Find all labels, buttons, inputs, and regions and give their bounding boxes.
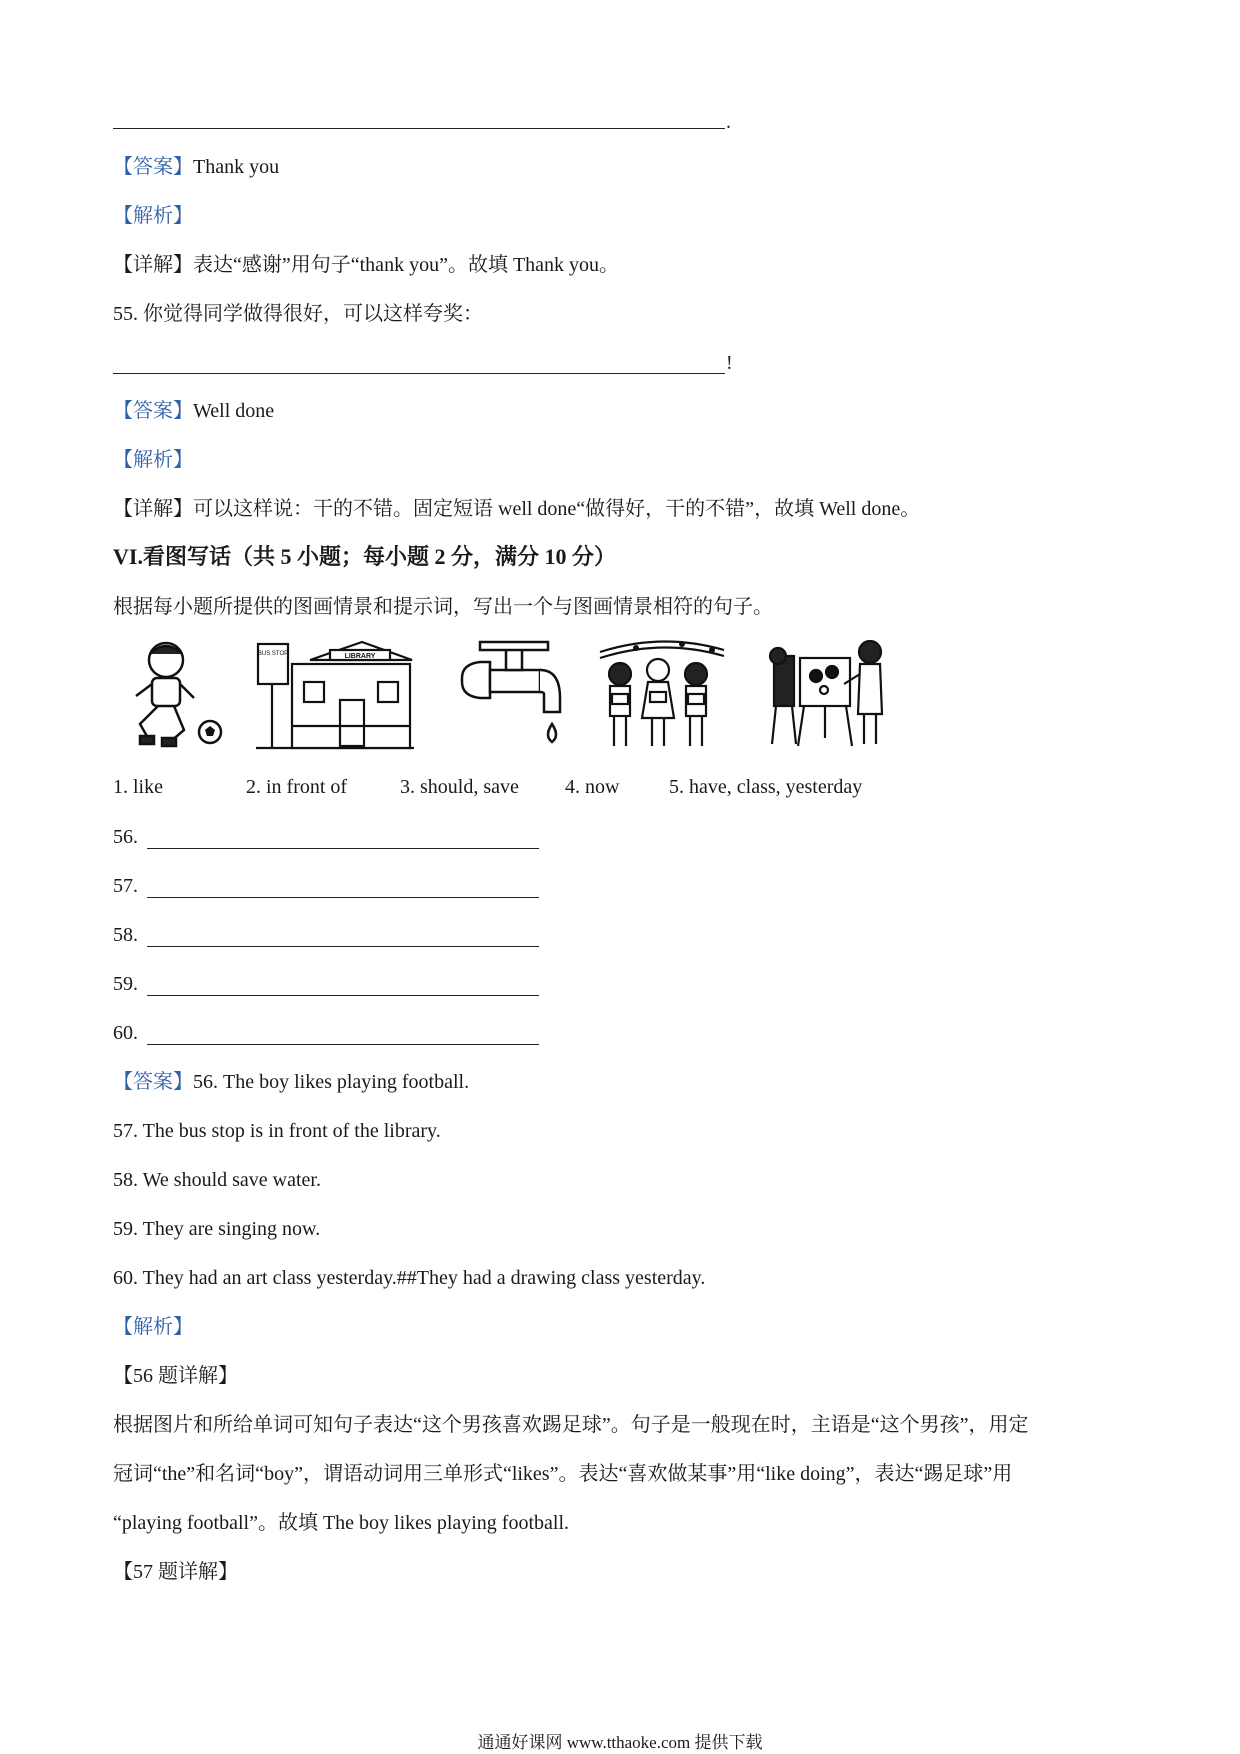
answer-text: 58. We should save water. (113, 1169, 321, 1191)
end-mark: . (726, 111, 731, 133)
analysis-tag: 【解析】 (113, 205, 193, 227)
detail-heading: 【56 题详解】 (113, 1365, 238, 1387)
answer-tag: 【答案】 (113, 400, 193, 422)
prompt-item: 3. should, save (400, 776, 519, 798)
prompt-item: 2. in front of (246, 776, 348, 798)
end-mark: ! (726, 352, 733, 374)
analysis-tag: 【解析】 (113, 1316, 193, 1338)
answer-line (113, 1068, 469, 1096)
detail-text: 【详解】表达“感谢”用句子“thank you”。故填 Thank you。 (113, 254, 620, 276)
answer-blank-line (147, 995, 539, 996)
library-bus-stop-icon (254, 638, 416, 753)
detail-text: 根据图片和所给单词可知句子表达“这个男孩喜欢踢足球”。句子是一般现在时，主语是“这个男孩”，用定 (113, 1414, 1029, 1436)
answer-text: Well done (193, 400, 275, 422)
section-instruction: 根据每小题所提供的图画情景和提示词，写出一个与图画情景相符的句子。 (113, 596, 773, 618)
q54-answer-line (113, 153, 279, 181)
answer-text: 56. The boy likes playing football. (193, 1071, 470, 1093)
blank-number: 59. (113, 973, 138, 995)
answer-text: 60. They had an art class yesterday.##They had a drawing class yesterday. (113, 1267, 706, 1289)
answer-tag: 【答案】 (113, 156, 193, 178)
answer-blank-line (147, 1044, 539, 1045)
detail-text: 【详解】可以这样说：干的不错。固定短语 well done“做得好，干的不错”，故填 Well done。 (113, 498, 921, 520)
page-footer: 通通好课网 www.tthaoke.com 提供下载 (477, 1733, 763, 1752)
section-title: VI.看图写话（共 5 小题；每小题 2 分，满分 10 分） (113, 544, 616, 569)
answer-tag: 【答案】 (113, 1071, 193, 1093)
detail-text: 冠词“the”和名词“boy”，谓语动词用三单形式“likes”。表达“喜欢做某事”用“like doing”，表达“踢足球”用 (113, 1463, 1013, 1485)
children-singing-icon (596, 638, 728, 753)
answer-blank-line (113, 128, 725, 129)
answer-text: 59. They are singing now. (113, 1218, 321, 1240)
answer-blank-line (147, 946, 539, 947)
library-roof-text: LIBRARY (344, 653, 376, 660)
bus-stop-sign-text: BUS STOP (257, 651, 289, 657)
prompt-item: 5. have, class, yesterday (669, 776, 863, 798)
answer-blank-line (147, 897, 539, 898)
boy-kicking-football-icon (118, 638, 228, 753)
blank-number: 58. (113, 924, 138, 946)
answer-blank-line (147, 848, 539, 849)
detail-text: “playing football”。故填 The boy likes playing football. (113, 1512, 570, 1534)
water-tap-icon (460, 638, 570, 753)
blank-number: 56. (113, 826, 138, 848)
drawing-class-icon (766, 638, 892, 753)
prompt-item: 4. now (565, 776, 620, 798)
question-text: 55. 你觉得同学做得很好，可以这样夸奖： (113, 303, 483, 325)
blank-number: 57. (113, 875, 138, 897)
answer-blank-line (113, 373, 725, 374)
q55-answer-line (113, 397, 274, 425)
prompt-item: 1. like (113, 776, 163, 798)
detail-heading: 【57 题详解】 (113, 1561, 238, 1583)
analysis-tag: 【解析】 (113, 449, 193, 471)
answer-text: 57. The bus stop is in front of the library. (113, 1120, 441, 1142)
answer-text: Thank you (193, 156, 280, 178)
blank-number: 60. (113, 1022, 138, 1044)
